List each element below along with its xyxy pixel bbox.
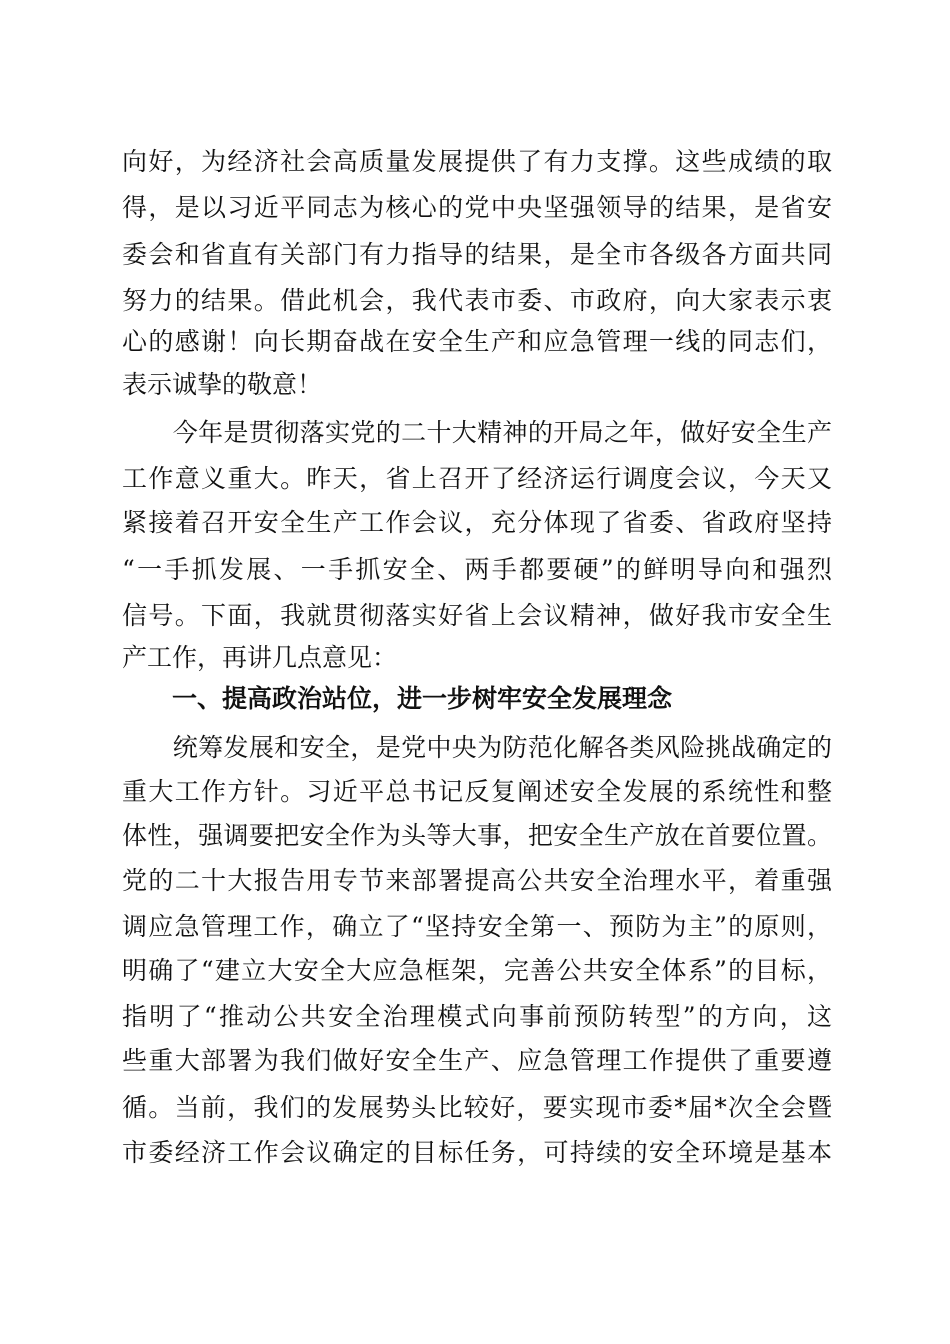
paragraph-line: 体性，强调要把安全作为头等大事，把安全生产放在首要位置。	[122, 821, 832, 850]
paragraph-line: 今年是贯彻落实党的二十大精神的开局之年，做好安全生产	[122, 418, 832, 447]
paragraph-line: 循。当前，我们的发展势头比较好，要实现市委*届*次全会暨	[122, 1093, 832, 1122]
paragraph-line: 表示诚挚的敬意！	[122, 370, 323, 399]
paragraph-line: 些重大部署为我们做好安全生产、应急管理工作提供了重要遵	[122, 1046, 832, 1075]
paragraph-line: 重大工作方针。习近平总书记反复阐述安全发展的系统性和整	[122, 777, 832, 806]
paragraph-line: 明确了“建立大安全大应急框架，完善公共安全体系”的目标，	[122, 956, 832, 985]
paragraph-line: 市委经济工作会议确定的目标任务，可持续的安全环境是基本	[122, 1138, 832, 1167]
paragraph-line: 紧接着召开安全生产工作会议，充分体现了省委、省政府坚持	[122, 508, 832, 537]
paragraph-line: 委会和省直有关部门有力指导的结果，是全市各级各方面共同	[122, 240, 832, 269]
paragraph-line: 努力的结果。借此机会，我代表市委、市政府，向大家表示衷	[122, 286, 832, 315]
section-heading: 一、提高政治站位，进一步树牢安全发展理念	[122, 684, 673, 713]
paragraph-line: 党的二十大报告用专节来部署提高公共安全治理水平，着重强	[122, 866, 832, 895]
paragraph-line: 得，是以习近平同志为核心的党中央坚强领导的结果，是省安	[122, 193, 832, 222]
paragraph-line: 调应急管理工作，确立了“坚持安全第一、预防为主”的原则，	[122, 912, 832, 941]
paragraph-line: 心的感谢！向长期奋战在安全生产和应急管理一线的同志们，	[122, 327, 832, 356]
paragraph-line: 产工作，再讲几点意见：	[122, 643, 398, 672]
paragraph-line: 统筹发展和安全，是党中央为防范化解各类风险挑战确定的	[122, 733, 832, 762]
paragraph-line: 向好，为经济社会高质量发展提供了有力支撑。这些成绩的取	[122, 147, 832, 176]
paragraph-line: 工作意义重大。昨天，省上召开了经济运行调度会议，今天又	[122, 464, 832, 493]
paragraph-line: “一手抓发展、一手抓安全、两手都要硬”的鲜明导向和强烈	[122, 555, 832, 584]
paragraph-line: 信号。下面，我就贯彻落实好省上会议精神，做好我市安全生	[122, 601, 832, 630]
paragraph-line: 指明了“推动公共安全治理模式向事前预防转型”的方向，这	[122, 1002, 832, 1031]
